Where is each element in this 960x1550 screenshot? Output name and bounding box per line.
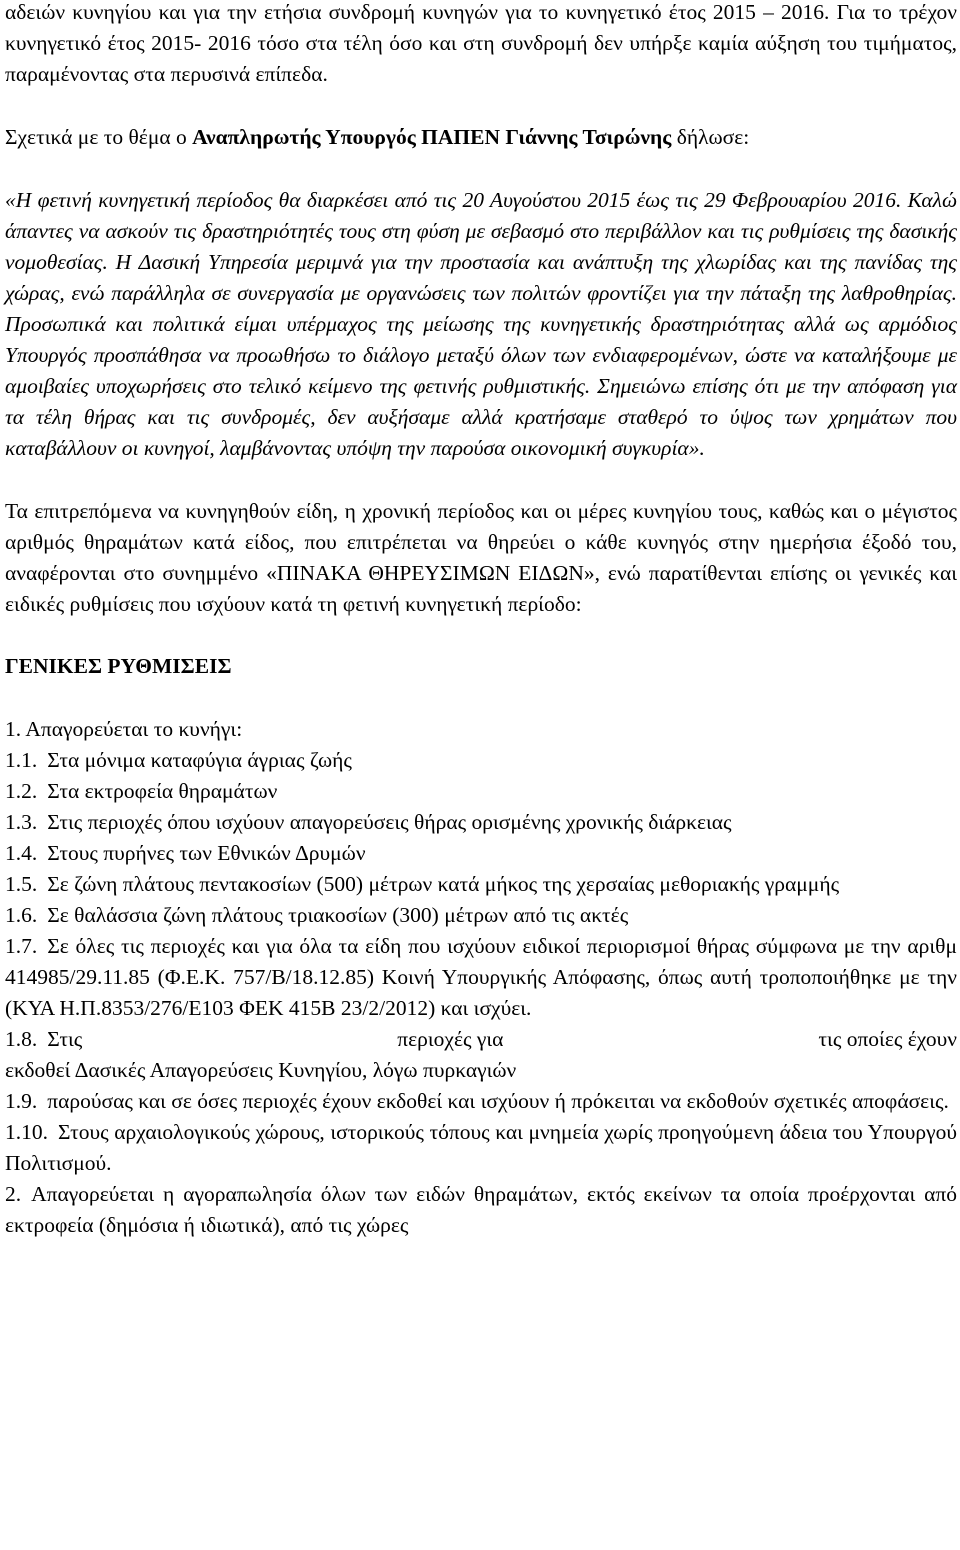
list-item-1-6 xyxy=(5,900,957,931)
item-text: Στους αρχαιολογικούς χώρους, ιστορικούς τόπους και μνημεία χωρίς προηγούμενη άδεια του Υπουργού Πολιτισμού. xyxy=(5,1120,957,1175)
list-item-1-1 xyxy=(5,745,957,776)
item-number: 1.6. xyxy=(5,903,38,927)
list-item-1-8 xyxy=(5,1024,957,1086)
item-text: Σε θαλάσσια ζώνη πλάτους τριακοσίων (300) μέτρων από τις ακτές xyxy=(47,903,629,927)
statement-suffix: δήλωσε: xyxy=(671,125,750,149)
species-paragraph: Τα επιτρεπόμενα να κυνηγηθούν είδη, η χρονική περίοδος και οι μέρες κυνηγίου τους, καθώς και ο μέγιστος αριθμός θηραμάτων κατά είδος, που επιτρέπεται να θηρεύει ο κάθε κυνηγός στην ημερήσια έξοδό του, αναφέρονται στο συνημμένο «ΠΙΝΑΚΑ ΘΗΡΕΥΣΙΜΩΝ ΕΙΔΩΝ», ενώ παρατίθενται επίσης οι γενικές και ειδικές ρυθμίσεις που ισχύουν κατά τη φετινή κυνηγετική περίοδο: xyxy=(5,499,957,616)
statement-intro xyxy=(5,122,957,153)
minister-quote: «Η φετινή κυνηγετική περίοδος θα διαρκέσει από τις 20 Αυγούστου 2015 έως τις 29 Φεβρουαρίου 2016. Καλώ άπαντες να ασκούν τις δραστηριότητές τους στη φύση με σεβασμό στο περιβάλλον και τις ρυθμίσεις της δασικής νομοθεσίας. Η Δασική Υπηρεσία μεριμνά για την προστασία και ανάπτυξη της χλωρίδας και της πανίδας της χώρας, ενώ παράλληλα σε συνεργασία με οργανώσεις των πολιτών φροντίζει για την πάταξη της λαθροθηρίας. Προσωπικά και πολιτικά είμαι υπέρμαχος της μείωσης της κυνηγετικής δραστηριότητας αλλά ως αρμόδιος Υπουργός προσπάθησα να προωθήσω το διάλογο μεταξύ όλων των ενδιαφερομένων, ώστε να καταλήξουμε με αμοιβαίες υποχωρήσεις στο τελικό κείμενο της φετινής ρυθμιστικής. Σημειώνω επίσης ότι με την απόφαση για τα τέλη θήρας και τις συνδρομές, δεν αυξήσαμε αλλά κρατήσαμε σταθερό το ύψος των χρημάτων που καταβάλλουν οι κυνηγοί, λαμβάνοντας υπόψη την παρούσα οικονομική συγκυρία». xyxy=(5,188,957,460)
item-text: παρούσας και σε όσες περιοχές έχουν εκδοθεί και ισχύουν ή πρόκειται να εκδοθούν σχετικές αποφάσεις. xyxy=(47,1089,949,1113)
list-item-1-5 xyxy=(5,869,957,900)
document-page xyxy=(5,0,957,1241)
item-text: Στις περιοχές όπου ισχύουν απαγορεύσεις θήρας ορισμένης χρονικής διάρκειας xyxy=(47,810,732,834)
list-item-1-3 xyxy=(5,807,957,838)
item-text: Στα μόνιμα καταφύγια άγριας ζωής xyxy=(47,748,352,772)
item-text: εκδοθεί Δασικές Απαγορεύσεις Κυνηγίου, λόγω πυρκαγιών xyxy=(5,1058,517,1082)
item-number: 1.3. xyxy=(5,810,38,834)
list-item-1-9 xyxy=(5,1086,957,1117)
list-item-2 xyxy=(5,1179,957,1241)
item-number: 1.7. xyxy=(5,934,38,958)
intro-paragraph: αδειών κυνηγίου και για την ετήσια συνδρομή κυνηγών για το κυνηγετικό έτος 2015 – 2016. Για το τρέχον κυνηγετικό έτος 2015- 2016 τόσο στα τέλη όσο και στη συνδρομή δεν υπήρξε καμία αύξηση του τιμήματος, παραμένοντας στα περυσινά επίπεδα. xyxy=(5,0,957,86)
item-number: 1.10. xyxy=(5,1120,48,1144)
statement-prefix: Σχετικά με το θέμα ο xyxy=(5,125,193,149)
list-item-1-10 xyxy=(5,1117,957,1179)
item-word: περιοχές για xyxy=(397,1027,504,1051)
item-number: 1.4. xyxy=(5,841,38,865)
item-number-and-word xyxy=(5,1024,82,1055)
item-first-line xyxy=(5,1024,957,1055)
item-word: Στις xyxy=(47,1027,83,1051)
item-number: 1.9. xyxy=(5,1089,38,1113)
item-text: Απαγορεύεται η αγοραπωλησία όλων των ειδών θηραμάτων, εκτός εκείνων τα οποία προέρχονται από εκτροφεία (δημόσια ή ιδιωτικά), από τις χώρες xyxy=(5,1182,957,1237)
item-word: τις οποίες έχουν xyxy=(818,1027,957,1051)
item-number: 1.8. xyxy=(5,1027,38,1051)
list-item-1-4 xyxy=(5,838,957,869)
list-item-1-2 xyxy=(5,776,957,807)
item-number: 2. xyxy=(5,1182,22,1206)
minister-name: Αναπληρωτής Υπουργός ΠΑΠΕΝ Γιάννης Τσιρώνης xyxy=(192,125,672,149)
item-text: Σε ζώνη πλάτους πεντακοσίων (500) μέτρων κατά μήκος της χερσαίας μεθοριακής γραμμής xyxy=(47,872,840,896)
ban-title: 1. Απαγορεύεται το κυνήγι: xyxy=(5,717,243,741)
item-number: 1.1. xyxy=(5,748,38,772)
item-number: 1.5. xyxy=(5,872,38,896)
list-item-1-7 xyxy=(5,931,957,1024)
section-heading: ΓΕΝΙΚΕΣ ΡΥΘΜΙΣΕΙΣ xyxy=(5,654,232,678)
item-text: Σε όλες τις περιοχές και για όλα τα είδη που ισχύουν ειδικοί περιορισμοί θήρας σύμφωνα με την αριθμ 414985/29.11.85 (Φ.Ε.Κ. 757/Β/18.12.85) Κοινή Υπουργικής Απόφασης, όπως αυτή τροποποιήθηκε με την (ΚΥΑ Η.Π.8353/276/Ε103 ΦΕΚ 415Β 23/2/2012) και ισχύει. xyxy=(5,934,957,1020)
item-text: Στους πυρήνες των Εθνικών Δρυμών xyxy=(47,841,366,865)
item-text: Στα εκτροφεία θηραμάτων xyxy=(47,779,278,803)
item-number: 1.2. xyxy=(5,779,38,803)
